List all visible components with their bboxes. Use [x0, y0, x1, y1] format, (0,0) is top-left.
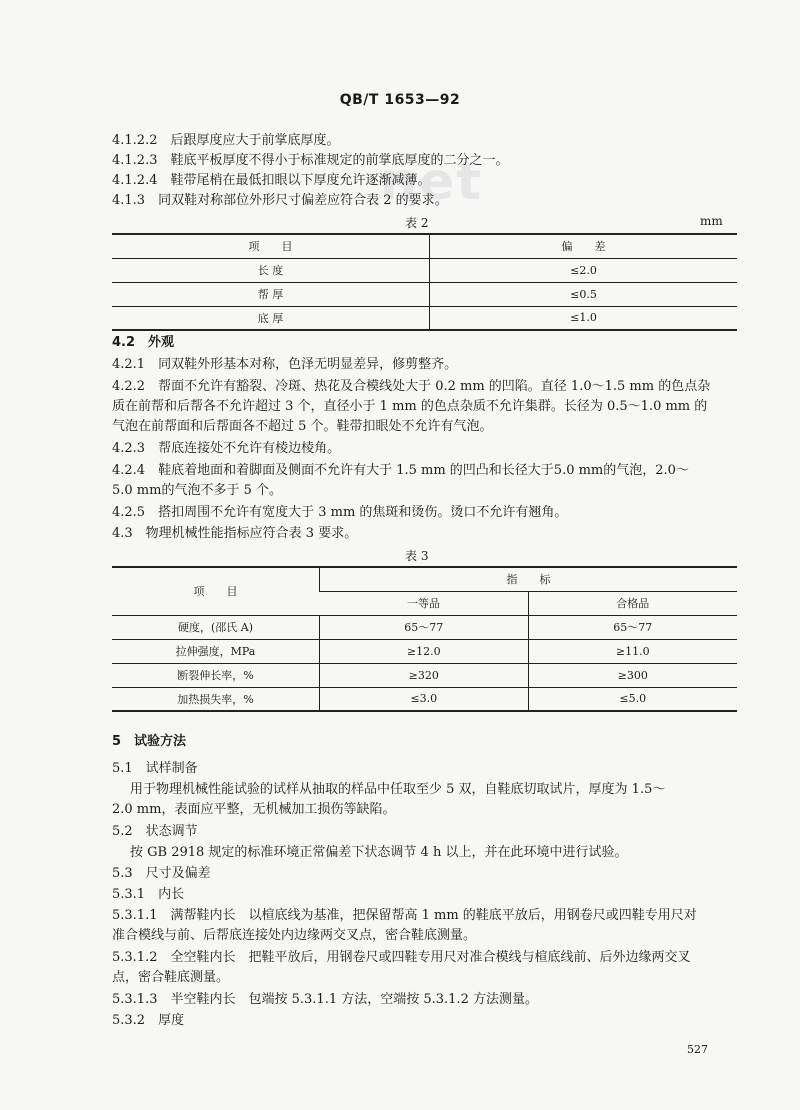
clause-4-2-4-line1: 4.2.4 鞋底着地面和着脚面及侧面不允许有大于 1.5 mm 的凹凸和长径大于5.0 mm的气泡，2.0～ — [112, 463, 689, 478]
clause-4-2-3: 4.2.3 帮底连接处不允许有棱边棱角。 — [112, 441, 341, 456]
section-5-title: 5 试验方法 — [112, 734, 187, 749]
table3-cell: 拉伸强度，MPa — [112, 639, 320, 663]
clause-5-3-1-2-line1: 5.3.1.2 全空鞋内长 把鞋平放后，用钢卷尺或四鞋专用尺对准合模线与楦底线前、后外边缘两交叉 — [112, 950, 691, 965]
page-number: 527 — [687, 1043, 708, 1056]
table3-cell: ≥300 — [528, 663, 737, 687]
clause-5-3-1: 5.3.1 内长 — [112, 887, 185, 902]
table2-header-item: 项 目 — [248, 240, 293, 254]
clause-5-3-1-1-line2: 准合模线与前、后帮底连接处内边缘两交叉点，密合鞋底测量。 — [112, 928, 477, 943]
table-row — [112, 639, 737, 663]
clause-5-2-body: 按 GB 2918 规定的标准环境正常偏差下状态调节 4 h 以上，并在此环境中进行试验。 — [130, 845, 628, 860]
table-row — [112, 687, 737, 711]
clause-5-3-1-2-line2: 点，密合鞋底测量。 — [112, 970, 230, 985]
clause-4-1-2-4: 4.1.2.4 鞋带尾梢在最低扣眼以下厚度允许逐渐减薄。 — [112, 173, 431, 188]
section-4-2-title: 4.2 外观 — [112, 335, 175, 350]
table2-cell: ≤1.0 — [430, 306, 738, 330]
table3-subheader-first-grade: 一等品 — [320, 591, 529, 615]
table-row — [112, 663, 737, 687]
table2-caption: 表 2 — [405, 216, 429, 230]
clause-5-2: 5.2 状态调节 — [112, 824, 198, 839]
table2-unit: mm — [700, 214, 723, 228]
watermark: net — [380, 152, 484, 212]
clause-4-2-4-line2: 5.0 mm的气泡不多于 5 个。 — [112, 483, 282, 498]
table3-cell: 断裂伸长率，% — [112, 663, 320, 687]
table3-cell: 加热损失率，% — [112, 687, 320, 711]
table2-cell: ≤2.0 — [430, 258, 738, 282]
table3-cell: 65～77 — [320, 615, 529, 639]
table-row — [112, 306, 737, 330]
clause-5-3: 5.3 尺寸及偏差 — [112, 866, 211, 881]
clause-5-1-body-line1: 用于物理机械性能试验的试样从抽取的样品中任取至少 5 双，自鞋底切取试片，厚度为 1.5～ — [130, 782, 666, 797]
clause-4-2-2-line3: 气泡在前帮面和后帮面各不超过 5 个。鞋带扣眼处不允许有气泡。 — [112, 419, 493, 434]
table3-cell: ≥11.0 — [528, 639, 737, 663]
clause-4-2-2-line2: 质在前帮和后帮各不允许超过 3 个，直径小于 1 mm 的色点杂质不允许集群。长径为 0.5～1.0 mm 的 — [112, 399, 708, 414]
clause-5-1: 5.1 试样制备 — [112, 761, 198, 776]
clause-4-1-3: 4.1.3 同双鞋对称部位外形尺寸偏差应符合表 2 的要求。 — [112, 193, 448, 208]
table-2 — [112, 233, 737, 331]
table-row — [112, 282, 737, 306]
clause-5-1-body-line2: 2.0 mm，表面应平整，无机械加工损伤等缺陷。 — [112, 802, 396, 817]
table-row — [112, 258, 737, 282]
table3-cell: 65～77 — [528, 615, 737, 639]
table2-cell: 长 度 — [112, 258, 430, 282]
table3-cell: 硬度，(邵氏 A) — [112, 615, 320, 639]
clause-5-3-2: 5.3.2 厚度 — [112, 1013, 185, 1028]
table3-cell: ≤3.0 — [320, 687, 529, 711]
table3-header-item: 项 目 — [193, 585, 238, 599]
table2-header-deviation: 偏 差 — [430, 234, 738, 258]
clause-4-2-5: 4.2.5 搭扣周围不允许有宽度大于 3 mm 的焦斑和烫伤。烫口不允许有翘角。 — [112, 505, 568, 520]
table3-cell: ≤5.0 — [528, 687, 737, 711]
clause-4-1-2-3: 4.1.2.3 鞋底平板厚度不得小于标准规定的前掌底厚度的二分之一。 — [112, 153, 509, 168]
table2-cell: 帮 厚 — [112, 282, 430, 306]
table3-subheader-qualified: 合格品 — [528, 591, 737, 615]
clause-4-2-2-line1: 4.2.2 帮面不允许有豁裂、冷斑、热花及合模线处大于 0.2 mm 的凹陷。直径 1.0～1.5 mm 的色点杂 — [112, 379, 711, 394]
clause-5-3-1-3: 5.3.1.3 半空鞋内长 包端按 5.3.1.1 方法，空端按 5.3.1.2 方法测量。 — [112, 992, 538, 1007]
table3-cell: ≥12.0 — [320, 639, 529, 663]
table3-cell: ≥320 — [320, 663, 529, 687]
clause-5-3-1-1-line1: 5.3.1.1 满帮鞋内长 以楦底线为基准，把保留帮高 1 mm 的鞋底平放后，用钢卷尺或四鞋专用尺对 — [112, 908, 697, 923]
table3-caption: 表 3 — [405, 549, 429, 563]
table3-header-index: 指 标 — [320, 567, 738, 591]
clause-4-2-1: 4.2.1 同双鞋外形基本对称，色泽无明显差异，修剪整齐。 — [112, 357, 458, 372]
clause-4-1-2-2: 4.1.2.2 后跟厚度应大于前掌底厚度。 — [112, 133, 340, 148]
table2-cell: ≤0.5 — [430, 282, 738, 306]
page-header: QB/T 1653—92 — [339, 92, 461, 108]
table-row — [112, 615, 737, 639]
table-3 — [112, 566, 737, 712]
clause-4-3: 4.3 物理机械性能指标应符合表 3 要求。 — [112, 526, 358, 541]
table2-cell: 底 厚 — [112, 306, 430, 330]
